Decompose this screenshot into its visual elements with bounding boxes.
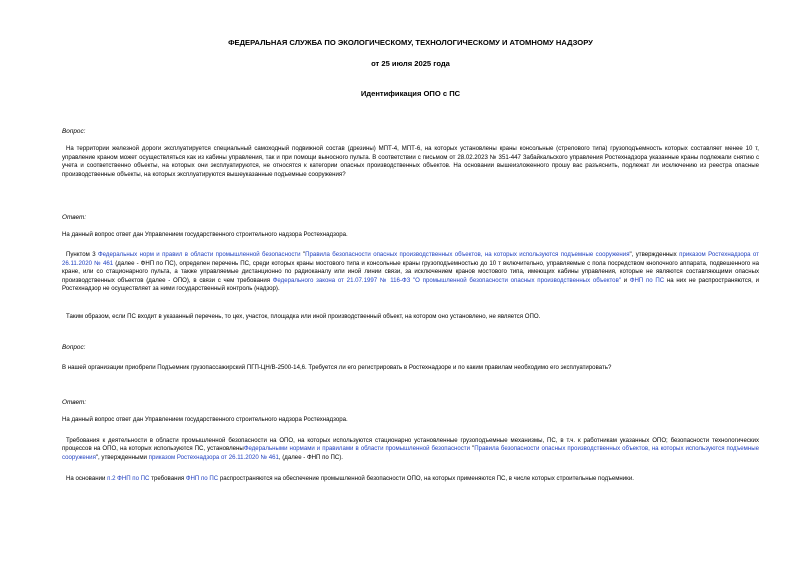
document-date: от 25 июля 2025 года — [371, 59, 450, 68]
answer-1-intro: На данный вопрос ответ дан Управлением государственного строительного надзора Ростехнадзора. — [62, 231, 348, 239]
answer-1-label: Ответ: — [62, 214, 87, 222]
link-fnp-norms[interactable]: Федеральных норм и правил в области промышленной безопасности — [98, 250, 301, 258]
link-safety-rules[interactable]: Правила безопасности опасных производственных объектов, на которых используются подъемные сооружения — [62, 445, 759, 461]
text-run: ", утвержденными — [95, 453, 149, 461]
answer-2-intro: На данный вопрос ответ дан Управлением государственного строительного надзора Ростехнадзора. — [62, 416, 348, 424]
link-fnp-ps[interactable]: ФНП по ПС — [629, 276, 665, 284]
answer-2-paragraph-3 — [62, 475, 759, 484]
answer-2-label: Ответ: — [62, 399, 87, 407]
answer-2-paragraph-2 — [62, 437, 759, 463]
text-run: ", утвержденных — [629, 250, 680, 258]
answer-1-paragraph-2 — [62, 251, 759, 294]
text-run: распространяются на обеспечение промышленной безопасности ОПО, на которых применяются ПС, в числе которых строительные подъемники. — [218, 474, 634, 482]
text-run: и — [620, 276, 630, 284]
link-fnp-ps[interactable]: ФНП по ПС — [185, 474, 219, 482]
text-run: , (далее - ФНП по ПС). — [278, 453, 343, 461]
link-fnp-ps-item-2[interactable]: п.2 ФНП по ПС — [107, 474, 150, 482]
text-run: " — [300, 250, 306, 258]
text-run: на них не распространяются, и Ростехнадзор не осуществляет за ними государственный контроль (надзор). — [62, 276, 759, 293]
text-run: Пунктом 3 — [66, 250, 99, 258]
question-2-label: Вопрос: — [62, 343, 86, 351]
link-fnp-norms[interactable]: Федеральными нормами и правилами в области промышленной безопасности — [243, 445, 471, 453]
answer-1-paragraph-3: Таким образом, если ПС входит в указанный перечень, то цех, участок, площадка или иной производственный объект, на котором оно установлено, не является ОПО. — [66, 312, 541, 320]
link-federal-law-116[interactable]: Федерального закона от 21.07.1997 № 116-ФЗ "О промышленной безопасности опасных производственных объектов" — [272, 276, 621, 284]
text-run: На основании — [66, 474, 108, 482]
text-run: " — [470, 445, 475, 453]
text-run: требования — [149, 474, 186, 482]
text-run: Требования к деятельности в области промышленной безопасности на ОПО, на которых используются стационарно установленные грузоподъемные механизмы, ПС, в т.ч. к работникам указанных ОПО; безопасности технологических процессов на ОПО, на которых используются ПС, установлены — [62, 436, 759, 453]
link-order-461[interactable]: приказом Ростехнадзора от 26.11.2020 № 461 — [148, 453, 279, 461]
link-order-461[interactable]: приказом Ростехнадзора от 26.11.2020 № 461 — [62, 250, 759, 267]
text-run: (далее - ФНП по ПС), определен перечень ПС, среди которых краны мостового типа и консольные краны грузоподъемностью до 10 т включительно, управляемые с пола посредством кнопочного аппарата, подвешенного на кране, или со стационарного пульта, а также управляемые дистанционно по радиоканалу или иной линии связи, за исключением кранов мостового типа, имеющих кабины управления, которые не являются составляющими опасных производственных объектов (далее - ОПО), в связи с чем требования — [62, 259, 759, 284]
link-safety-rules[interactable]: Правила безопасности опасных производственных объектов, на которых используются подъемные сооружения — [305, 250, 630, 258]
question-1-text: На территории железной дороги эксплуатируется специальный самоходный подвижной состав (дрезины) МПТ-4, МПТ-6, на которых установлены краны консольные (стрелового типа) грузоподъемность которых составляет менее 10 т, управление краном может осуществляться как из кабины управления, так и при помощи выносного пульта. В соответствии с письмом от 28.02.2023 № 351-447 Забайкальского управления Ростехнадзора указанные краны подлежали снятию с учета и соответственно объекты, на которых они эксплуатируются, не относятся к категории опасных производственных объектов. На основании вышеизложенного прошу вас разъяснить, подлежат ли исключению из реестра опасные производственные объекты, на которых эксплуатируются вышеуказанные подъемные сооружения? — [62, 145, 759, 178]
question-1-label: Вопрос: — [62, 128, 86, 135]
question-2-text: В нашей организации приобрели Подъемник грузопассажирский ПГП-ЦН/В-2500-14,6. Требуется ли его регистрировать в Ростехнадзоре и по каким правилам необходимо его эксплуатировать? — [62, 363, 612, 371]
document-title: Идентификация ОПО с ПС — [360, 89, 461, 98]
organization-header: ФЕДЕРАЛЬНАЯ СЛУЖБА ПО ЭКОЛОГИЧЕСКОМУ, ТЕХНОЛОГИЧЕСКОМУ И АТОМНОМУ НАДЗОРУ — [228, 38, 593, 47]
